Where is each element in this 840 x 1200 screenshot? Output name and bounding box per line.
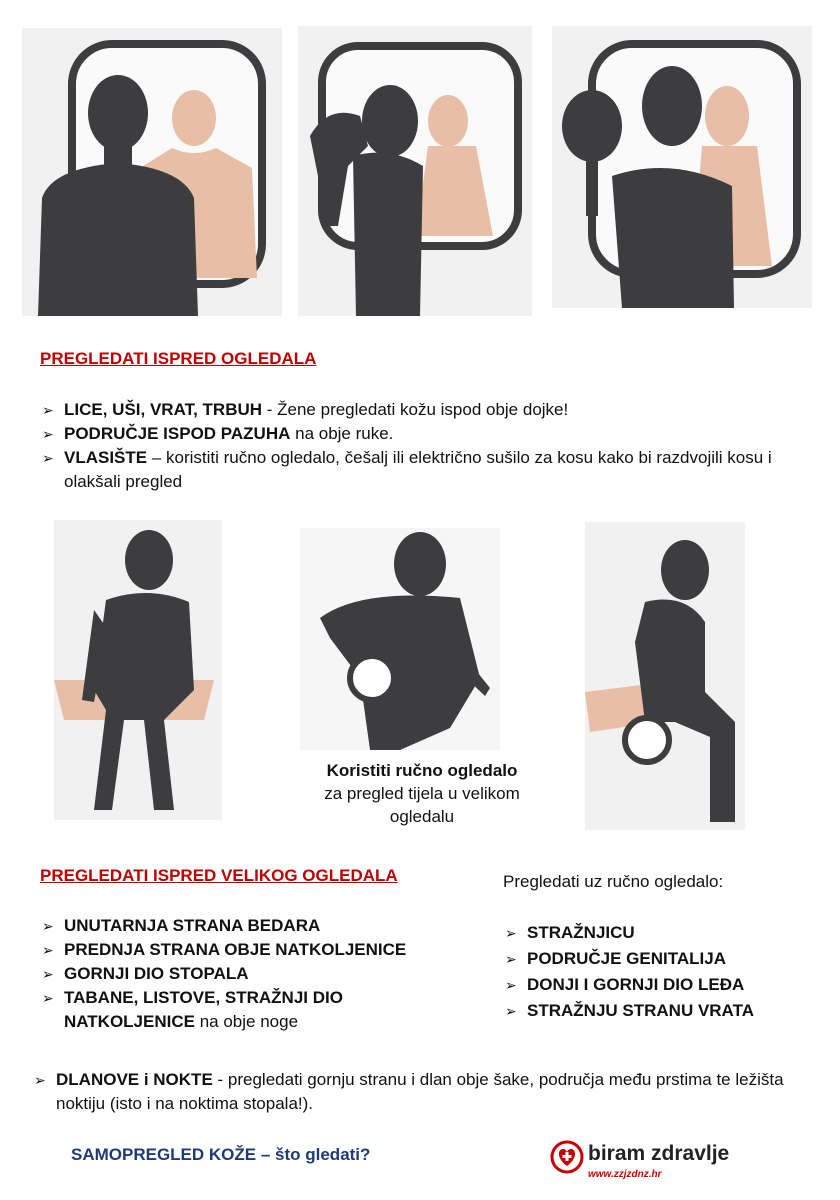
list-item: ➢ GORNJI DIO STOPALA [42, 962, 482, 986]
arrow-icon: ➢ [505, 925, 517, 941]
illustration-hand-mirror-scalp [552, 26, 812, 308]
arrow-icon: ➢ [42, 426, 54, 442]
arrow-icon: ➢ [42, 402, 54, 418]
section3-list [505, 920, 825, 1024]
heart-cross-logo-icon [550, 1140, 584, 1174]
caption-line2: za pregled tijela u velikom [324, 784, 520, 803]
arrow-icon: ➢ [34, 1072, 46, 1088]
arrow-icon: ➢ [42, 990, 54, 1006]
arrow-icon: ➢ [42, 966, 54, 982]
section1-list [42, 398, 802, 494]
section3-heading: Pregledati uz ručno ogledalo: [503, 872, 724, 891]
section2-list [42, 914, 482, 1034]
hand-mirror-caption [282, 759, 562, 828]
list-item: ➢ LICE, UŠI, VRAT, TRBUH - Žene pregledati kožu ispod obje dojke! [42, 398, 802, 422]
list-item: ➢ PREDNJA STRANA OBJE NATKOLJENICE [42, 938, 482, 962]
logo-url: www.zzjzdnz.hr [588, 1169, 662, 1180]
illustration-seated-front [54, 520, 222, 820]
list-item: ➢ STRAŽNJICU [505, 920, 825, 946]
arrow-icon: ➢ [42, 450, 54, 466]
list-item: ➢ TABANE, LISTOVE, STRAŽNJI DIO NATKOLJENICE na obje noge [42, 988, 343, 1031]
arrow-icon: ➢ [42, 918, 54, 934]
illustration-neck-mirror [298, 26, 532, 316]
section1-heading: PREGLEDATI ISPRED OGLEDALA [40, 349, 317, 368]
arrow-icon: ➢ [505, 977, 517, 993]
list-item: ➢ UNUTARNJA STRANA BEDARA [42, 914, 482, 938]
arrow-icon: ➢ [42, 942, 54, 958]
arrow-icon: ➢ [505, 951, 517, 967]
illustration-back-mirror [22, 28, 282, 316]
caption-line3: ogledalu [389, 807, 455, 826]
page-title: SAMOPREGLED KOŽE – što gledati? [71, 1145, 371, 1164]
caption-bold: Koristiti ručno ogledalo [326, 761, 518, 780]
list-item: ➢ PODRUČJE GENITALIJA [505, 946, 825, 972]
section2-heading: PREGLEDATI ISPRED VELIKOG OGLEDALA [40, 866, 398, 885]
logo-text: biram zdravlje [588, 1142, 730, 1165]
illustration-back-hand-mirror [300, 528, 500, 750]
list-item: ➢ PODRUČJE ISPOD PAZUHA na obje ruke. [42, 422, 802, 446]
section4-list [34, 1068, 794, 1116]
list-item: ➢ VLASIŠTE – koristiti ručno ogledalo, češalj ili električno sušilo za kosu kako bi razdvojili kosu i olakšali pregled [42, 448, 772, 491]
list-item: ➢ STRAŽNJU STRANU VRATA [505, 998, 825, 1024]
arrow-icon: ➢ [505, 1003, 517, 1019]
list-item: ➢ DONJI I GORNJI DIO LEĐA [505, 972, 825, 998]
list-item: ➢ DLANOVE i NOKTE - pregledati gornju stranu i dlan obje šake, područja među prstima te ležišta noktiju (isto i na noktima stopala!). [34, 1070, 784, 1113]
logo [550, 1138, 770, 1188]
illustration-seated-side-hand-mirror [585, 522, 745, 830]
